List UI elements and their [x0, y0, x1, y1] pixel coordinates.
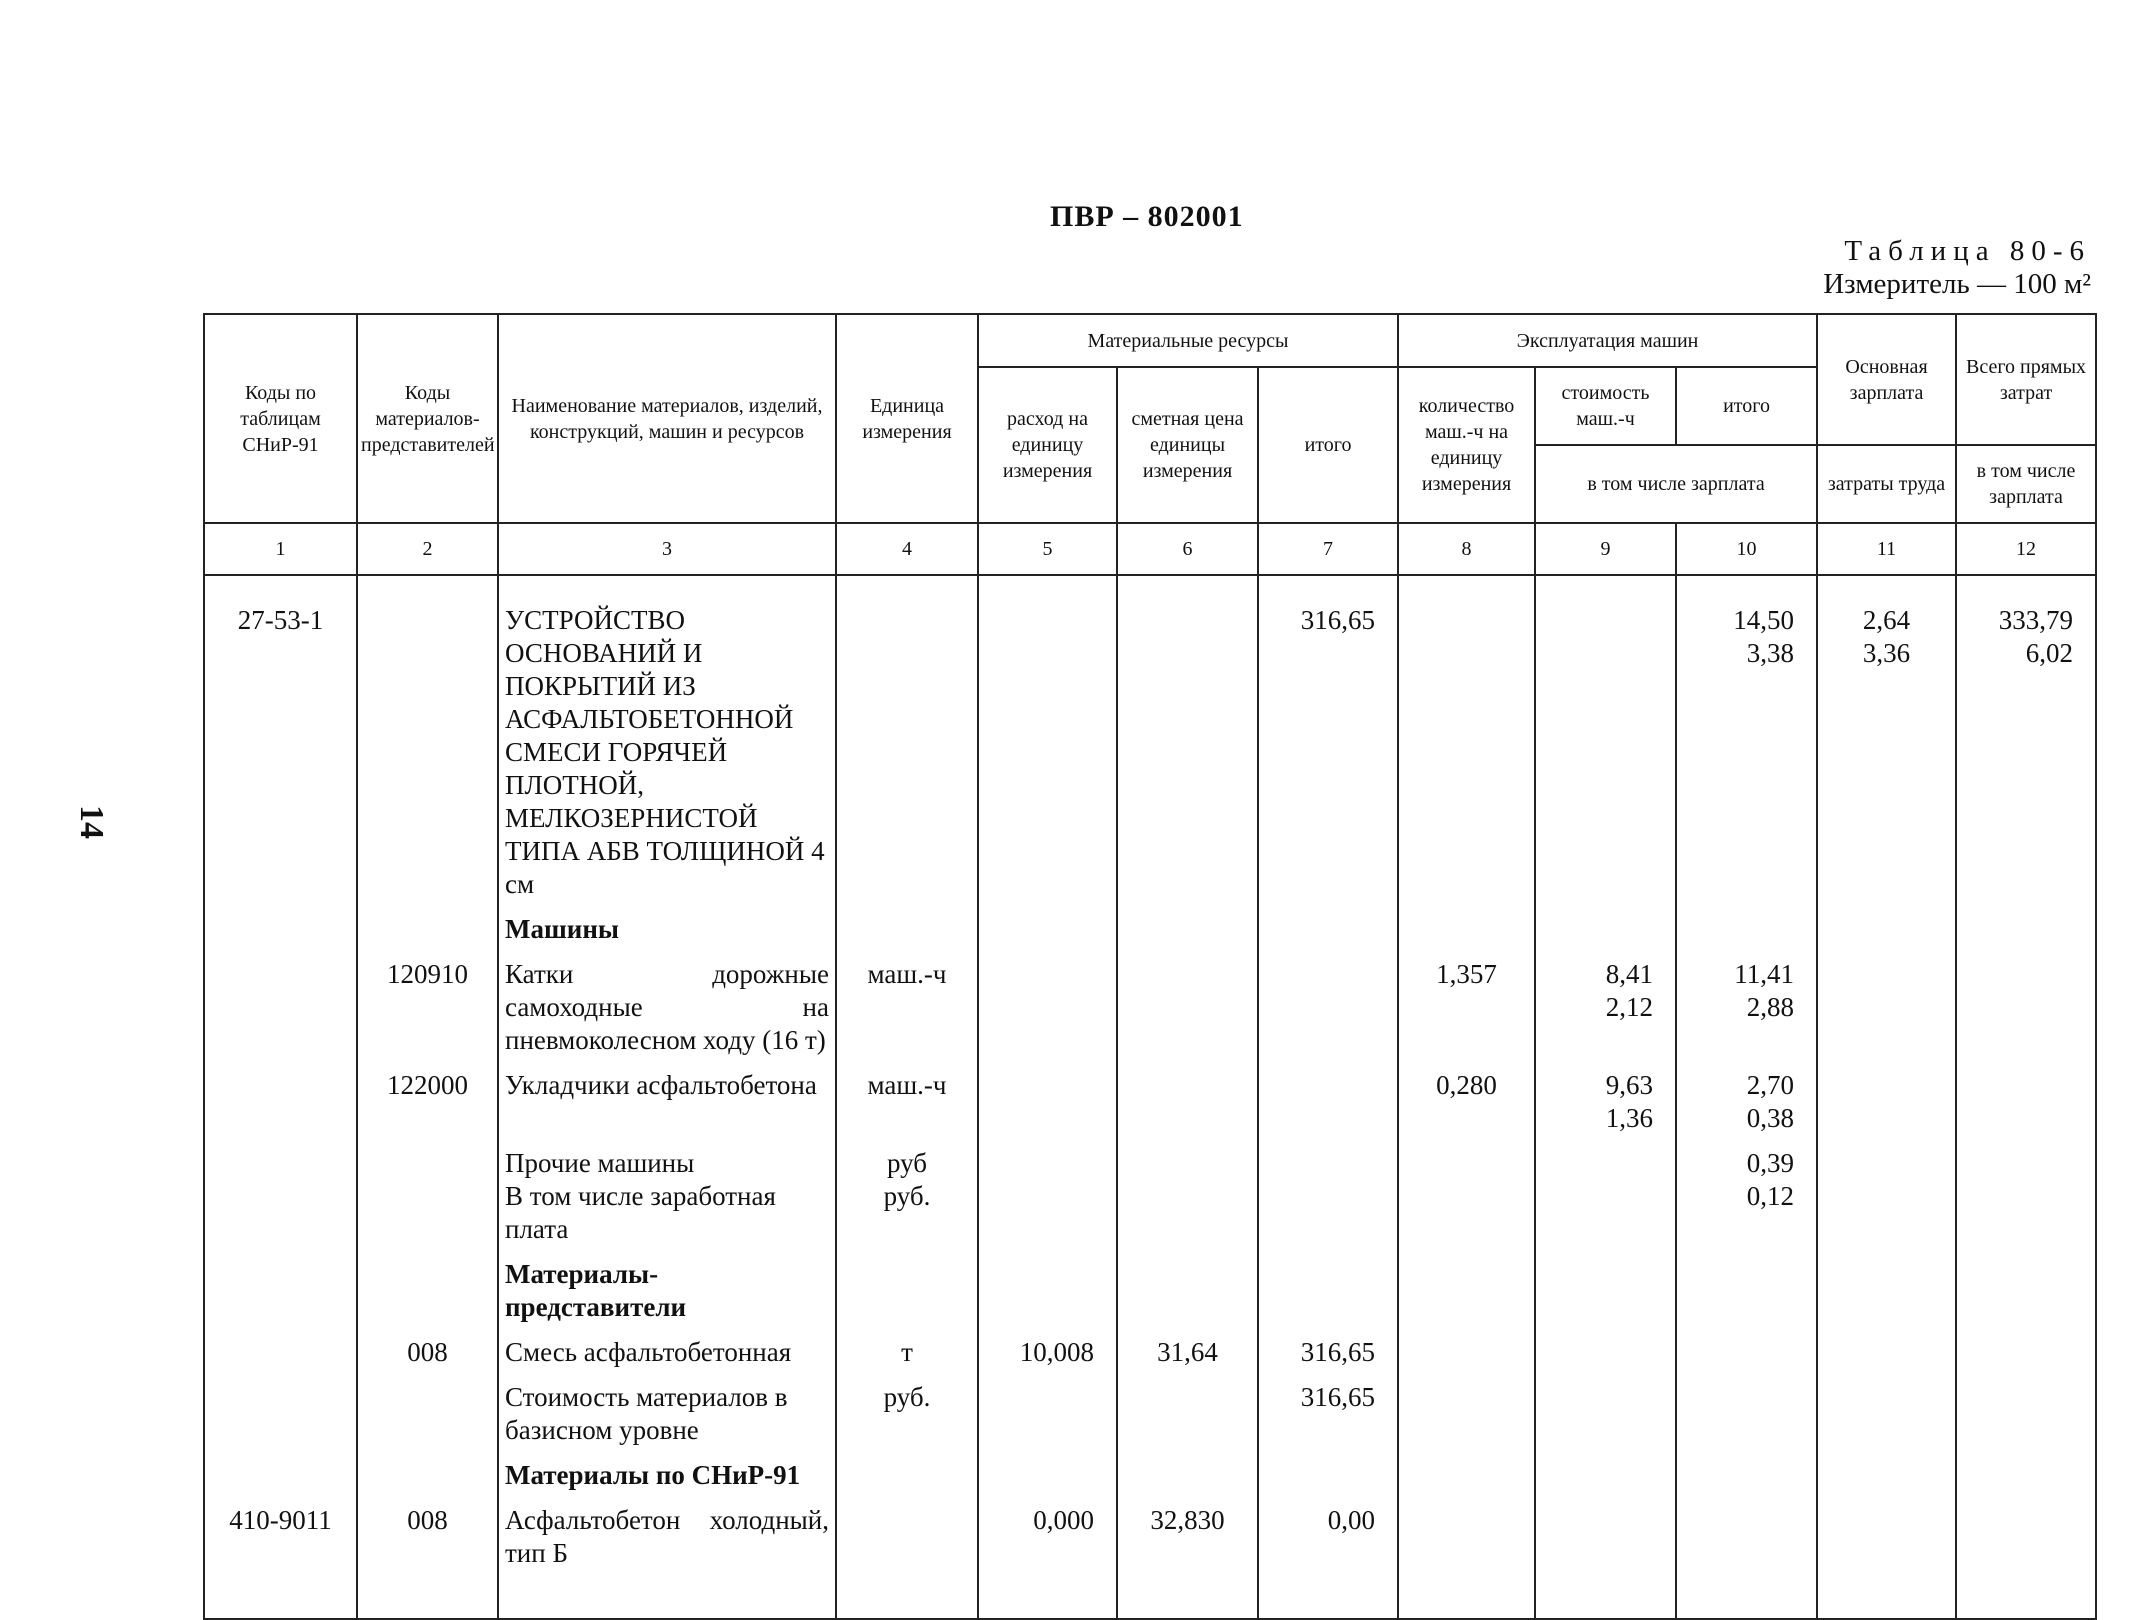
cell-machine-total: 0,39 0,12: [1676, 1135, 1817, 1246]
col-header-rep-codes: Коды материалов-представителей: [357, 314, 498, 523]
table-row: [204, 1492, 2096, 1570]
table-row: [204, 1135, 2096, 1246]
cell-item-name: Стоимость материалов в базисном уровне: [498, 1369, 836, 1447]
cell-consumption: 10,008: [978, 1324, 1117, 1369]
col-header-total-direct: Всего прямых затрат: [1956, 314, 2096, 445]
cell-item-name: Асфальтобетон холодный, тип Б: [498, 1492, 836, 1570]
cell-item-name: Укладчики асфальтобетона: [498, 1057, 836, 1135]
document-code: ПВР – 802001: [1050, 200, 1244, 233]
cell-base-salary: 2,64 3,36: [1817, 604, 1956, 901]
cell-machine-hours: 0,280: [1398, 1057, 1535, 1135]
col-number: 2: [357, 523, 498, 575]
cell-unit: т: [836, 1324, 978, 1369]
cell-item-name: Катки дорожные самоходные на пневмоколесном ходу (16 т): [498, 946, 836, 1057]
cell-code: 410-9011: [204, 1492, 357, 1570]
unit-label: Измеритель — 100 м²: [1823, 268, 2091, 300]
cell-code: 27-53-1: [204, 604, 357, 901]
cell-machine-total: 14,50 3,38: [1676, 604, 1817, 901]
col-header-machine-total: итого: [1676, 367, 1817, 445]
col-number: 3: [498, 523, 836, 575]
table-body: [204, 575, 2096, 1619]
cell-material-total: 316,65: [1258, 1324, 1398, 1369]
page-number: 14: [73, 805, 110, 839]
col-header-base-salary: Основная зарплата: [1817, 314, 1956, 445]
cost-table: [203, 313, 2097, 1620]
cell-material-total: 0,00: [1258, 1492, 1398, 1570]
cell-price: 31,64: [1117, 1324, 1258, 1369]
col-number: 10: [1676, 523, 1817, 575]
col-header-unit: Единица измерения: [836, 314, 978, 523]
cell-unit: руб руб.: [836, 1135, 978, 1246]
col-header-codes: Коды по таблицам СНиР-91: [204, 314, 357, 523]
table-row-main-item: [204, 604, 2096, 901]
cell-rep-code: 008: [357, 1492, 498, 1570]
cell-material-total: 316,65: [1258, 604, 1398, 901]
cell-machine-total: 2,70 0,38: [1676, 1057, 1817, 1135]
col-subheader-salary-total: в том числе зарплата: [1956, 445, 2096, 523]
table-row: [204, 1369, 2096, 1447]
section-title-materials: Материалы-представители: [498, 1246, 836, 1324]
col-group-machines: Эксплуатация машин: [1398, 314, 1817, 367]
table-label: Таблица 80-6: [1844, 235, 2091, 267]
cell-rep-code: 122000: [357, 1057, 498, 1135]
cell-machine-total: 11,41 2,88: [1676, 946, 1817, 1057]
column-numbers-row: [204, 523, 2096, 575]
col-header-name: Наименование материалов, изделий, конструкций, машин и ресурсов: [498, 314, 836, 523]
col-number: 8: [1398, 523, 1535, 575]
col-subheader-salary-incl: в том числе зарплата: [1535, 445, 1817, 523]
cell-machine-hours: 1,357: [1398, 946, 1535, 1057]
cell-unit: маш.-ч: [836, 946, 978, 1057]
table-row-section: [204, 901, 2096, 946]
cell-material-total: 316,65: [1258, 1369, 1398, 1447]
table-row-section: [204, 1246, 2096, 1324]
table-row: [204, 946, 2096, 1057]
col-header-machine-hours: количество маш.-ч на единицу измерения: [1398, 367, 1535, 523]
col-number: 11: [1817, 523, 1956, 575]
col-number: 7: [1258, 523, 1398, 575]
col-header-price: сметная цена единицы измерения: [1117, 367, 1258, 523]
col-number: 6: [1117, 523, 1258, 575]
cell-item-name: Смесь асфальтобетонная: [498, 1324, 836, 1369]
col-header-machine-hour-cost: стоимость маш.-ч: [1535, 367, 1676, 445]
section-title-machines: Машины: [498, 901, 836, 946]
cell-rep-code: 120910: [357, 946, 498, 1057]
col-group-materials: Материальные ресурсы: [978, 314, 1398, 367]
cell-unit: руб.: [836, 1369, 978, 1447]
cell-machine-hour-cost: 8,41 2,12: [1535, 946, 1676, 1057]
cell-price: 32,830: [1117, 1492, 1258, 1570]
table-row: [204, 1324, 2096, 1369]
col-number: 1: [204, 523, 357, 575]
cell-item-name: УСТРОЙСТВО ОСНОВАНИЙ И ПОКРЫТИЙ ИЗ АСФАЛЬТОБЕТОННОЙ СМЕСИ ГОРЯЧЕЙ ПЛОТНОЙ, МЕЛКОЗЕРНИСТОЙ ТИПА АБВ ТОЛЩИНОЙ 4 см: [498, 604, 836, 901]
cell-machine-hour-cost: 9,63 1,36: [1535, 1057, 1676, 1135]
table-header: [204, 314, 2096, 575]
col-number: 9: [1535, 523, 1676, 575]
col-number: 12: [1956, 523, 2096, 575]
section-title-snir: Материалы по СНиР-91: [498, 1447, 836, 1492]
col-subheader-labor-costs: затраты труда: [1817, 445, 1956, 523]
col-number: 5: [978, 523, 1117, 575]
cell-unit: маш.-ч: [836, 1057, 978, 1135]
col-header-consumption: расход на единицу измерения: [978, 367, 1117, 523]
col-header-material-total: итого: [1258, 367, 1398, 523]
table-row-section: [204, 1447, 2096, 1492]
col-number: 4: [836, 523, 978, 575]
cell-total-direct: 333,79 6,02: [1956, 604, 2096, 901]
cell-item-name: Прочие машины В том числе заработная плата: [498, 1135, 836, 1246]
cell-rep-code: 008: [357, 1324, 498, 1369]
table-row: [204, 1057, 2096, 1135]
cell-consumption: 0,000: [978, 1492, 1117, 1570]
